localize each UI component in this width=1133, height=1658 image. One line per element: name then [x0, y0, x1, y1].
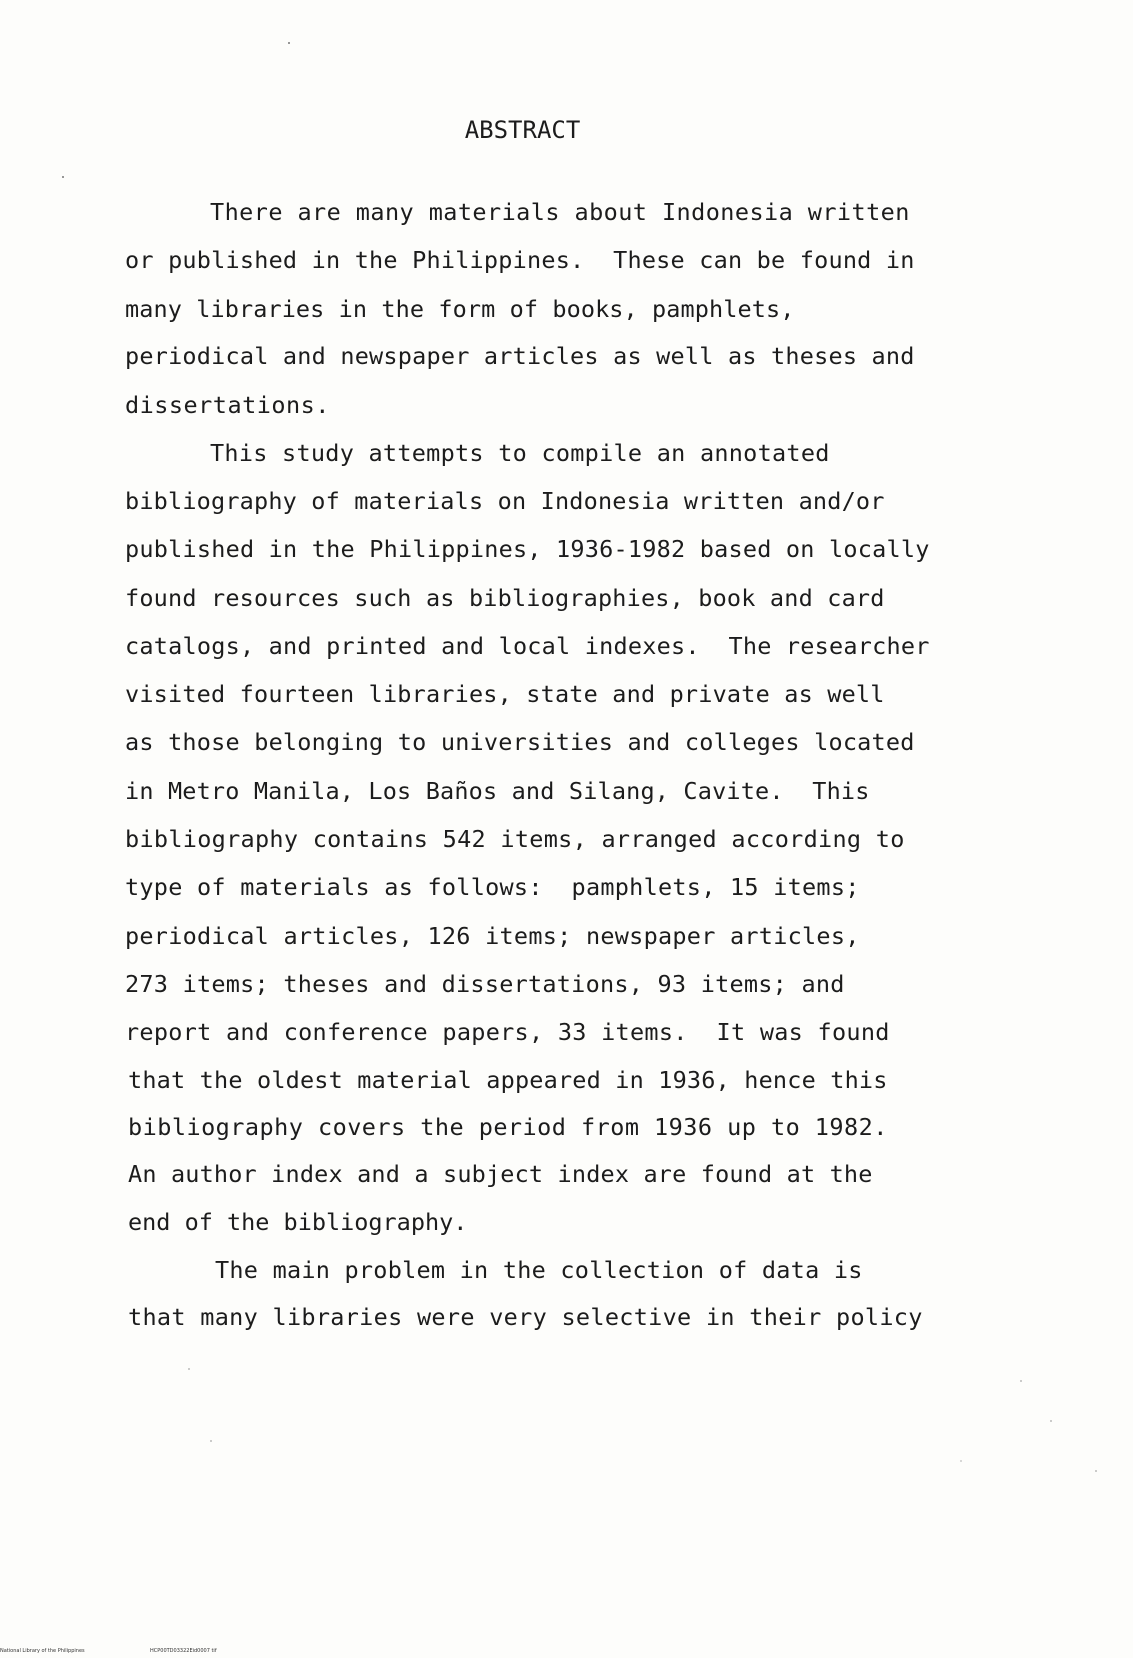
text-line: periodical articles, 126 items; newspaper articles, [125, 922, 860, 950]
footer-library-name: National Library of the Philippines [0, 1648, 85, 1654]
scan-speck [1050, 1420, 1052, 1422]
text-line: found resources such as bibliographies, book and card [125, 584, 885, 612]
text-line: dissertations. [125, 391, 330, 419]
text-line: catalogs, and printed and local indexes. The researcher [125, 632, 930, 660]
text-line: as those belonging to universities and colleges located [125, 728, 915, 756]
scan-speck [210, 1440, 212, 1442]
text-line: There are many materials about Indonesia written [210, 198, 910, 226]
text-line: visited fourteen libraries, state and private as well [125, 680, 885, 708]
scan-speck [1095, 1470, 1097, 1472]
text-line: that the oldest material appeared in 1936, hence this [128, 1066, 888, 1094]
text-line: or published in the Philippines. These can be found in [125, 246, 915, 274]
scan-speck [188, 1368, 190, 1370]
text-line: end of the bibliography. [128, 1208, 468, 1236]
text-line: bibliography of materials on Indonesia written and/or [125, 487, 885, 515]
page-title: ABSTRACT [464, 116, 581, 144]
text-line: bibliography covers the period from 1936 up to 1982. [128, 1113, 888, 1141]
text-line: type of materials as follows: pamphlets, 15 items; [125, 873, 860, 901]
text-line: periodical and newspaper articles as well as theses and [125, 342, 915, 370]
scan-speck [288, 42, 290, 44]
text-line: report and conference papers, 33 items. It was found [125, 1018, 890, 1046]
text-line: in Metro Manila, Los Baños and Silang, Cavite. This [125, 777, 870, 805]
text-line: 273 items; theses and dissertations, 93 items; and [125, 970, 845, 998]
text-line: The main problem in the collection of data is [215, 1256, 863, 1284]
text-line: that many libraries were very selective in their policy [128, 1303, 923, 1331]
scan-speck [1020, 1380, 1022, 1382]
text-line: many libraries in the form of books, pamphlets, [125, 295, 795, 323]
text-line: bibliography contains 542 items, arranged according to [125, 825, 905, 853]
text-line: published in the Philippines, 1936-1982 based on locally [125, 535, 930, 563]
footer-file-id: HCP00TD03322Eid0007 tif [150, 1648, 217, 1654]
scan-speck [62, 176, 64, 178]
scan-speck [960, 1460, 962, 1462]
text-line: An author index and a subject index are found at the [128, 1160, 873, 1188]
text-line: This study attempts to compile an annotated [210, 439, 830, 467]
